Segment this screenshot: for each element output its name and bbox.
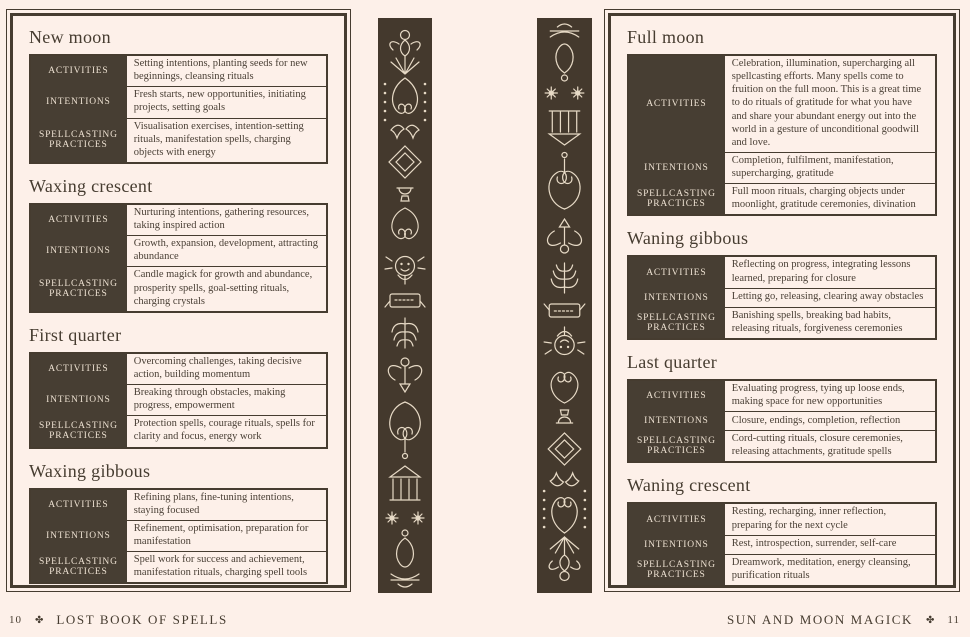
row-value: Banishing spells, breaking bad habits, releasing rituals, forgiveness ceremonies [724, 307, 936, 339]
row-label: SPELLCASTING PRACTICES [628, 431, 724, 463]
row-value: Celebration, illumination, supercharging all spellcasting efforts. Many spells come to fruition on the full moon. This is a great time to do rituals of gratitude for what you have and share your abundant energy out into the world in a gesture of unconditional goodwill and love. [724, 55, 936, 152]
row-value: Letting go, releasing, clearing away obstacles [724, 288, 936, 307]
row-label: ACTIVITIES [30, 204, 126, 236]
phase-section-first-quarter [29, 325, 328, 449]
row-value: Visualisation exercises, intention-setting rituals, manifestation spells, charging objects with energy [126, 118, 327, 163]
row-value: Cord-cutting rituals, closure ceremonies, releasing attachments, gratitude spells [724, 431, 936, 463]
book-page-right-frame [608, 13, 956, 588]
row-value: Refinement, optimisation, preparation for manifestation [126, 520, 327, 551]
table-row [30, 520, 327, 551]
book-page-right [604, 9, 960, 592]
phase-title: Last quarter [627, 351, 718, 372]
row-value: Completion, fulfilment, manifestation, supercharging, gratitude [724, 152, 936, 183]
phase-section-waning-crescent [627, 475, 937, 587]
phase-table [627, 502, 937, 587]
phase-table [627, 255, 937, 340]
table-row [30, 353, 327, 385]
row-value: Evaluating progress, tying up loose ends, making space for new opportunities [724, 380, 936, 412]
row-value: Setting intentions, planting seeds for new beginnings, cleansing rituals [126, 55, 327, 87]
row-value: Fresh starts, new opportunities, initiating projects, setting goals [126, 87, 327, 118]
row-label: SPELLCASTING PRACTICES [30, 267, 126, 312]
row-label: ACTIVITIES [628, 380, 724, 412]
row-label: ACTIVITIES [30, 55, 126, 87]
row-value: Full moon rituals, charging objects under moonlight, gratitude ceremonies, divination [724, 184, 936, 216]
phase-title: Waxing crescent [29, 175, 153, 196]
page-number: 11 [947, 614, 960, 626]
phase-title: Waning gibbous [627, 228, 749, 249]
phase-table [29, 54, 328, 164]
row-label: INTENTIONS [30, 236, 126, 267]
phase-section-full-moon [627, 27, 937, 216]
running-title: LOST BOOK OF SPELLS [56, 612, 228, 627]
row-label: SPELLCASTING PRACTICES [628, 307, 724, 339]
row-label: SPELLCASTING PRACTICES [30, 118, 126, 163]
row-label: INTENTIONS [30, 385, 126, 416]
table-row [628, 307, 936, 339]
running-title: SUN AND MOON MAGICK [726, 612, 914, 627]
row-value: Resting, recharging, inner reflection, preparing for the next cycle [724, 503, 936, 535]
table-row [628, 380, 936, 412]
table-row [628, 256, 936, 288]
table-row [30, 385, 327, 416]
row-label: ACTIVITIES [30, 353, 126, 385]
phase-section-waning-gibbous [627, 228, 937, 340]
row-label: SPELLCASTING PRACTICES [30, 552, 126, 584]
table-row [628, 184, 936, 216]
row-value: Growth, expansion, development, attracting abundance [126, 236, 327, 267]
table-row [628, 288, 936, 307]
table-row [628, 152, 936, 183]
row-value: Protection spells, courage rituals, spells for clarity and focus, energy work [126, 416, 327, 448]
phase-table [627, 54, 937, 216]
table-row [628, 412, 936, 431]
footer-left [9, 612, 228, 628]
row-label: SPELLCASTING PRACTICES [628, 554, 724, 586]
phase-title: Waxing gibbous [29, 460, 151, 481]
book-page-left-frame [10, 13, 347, 588]
table-row [30, 204, 327, 236]
floret-icon: ✤ [926, 614, 935, 626]
row-value: Overcoming challenges, taking decisive action, building momentum [126, 353, 327, 385]
row-label: ACTIVITIES [628, 55, 724, 152]
page-number: 10 [9, 614, 22, 626]
phase-table [29, 488, 328, 585]
ornament-column-left [378, 18, 432, 593]
row-value: Nurturing intentions, gathering resources, taking inspired action [126, 204, 327, 236]
phase-section-waxing-crescent [29, 176, 328, 313]
phase-table [29, 352, 328, 449]
table-row [30, 552, 327, 584]
row-label: INTENTIONS [628, 152, 724, 183]
table-row [30, 489, 327, 521]
ornament-column-right [537, 18, 592, 593]
table-row [30, 55, 327, 87]
phase-section-waxing-gibbous [29, 461, 328, 585]
phase-table [627, 379, 937, 464]
footer-right [727, 612, 960, 628]
row-value: Refining plans, fine-tuning intentions, staying focused [126, 489, 327, 521]
table-row [30, 416, 327, 448]
row-label: INTENTIONS [30, 87, 126, 118]
row-value: Reflecting on progress, integrating lessons learned, preparing for closure [724, 256, 936, 288]
row-value: Rest, introspection, surrender, self-care [724, 535, 936, 554]
book-page-left [6, 9, 351, 592]
phase-title: Full moon [627, 27, 705, 47]
phase-title: New moon [29, 27, 111, 47]
table-row [628, 554, 936, 586]
phase-title: Waning crescent [627, 475, 751, 496]
row-label: INTENTIONS [628, 288, 724, 307]
row-value: Closure, endings, completion, reflection [724, 412, 936, 431]
table-row [628, 55, 936, 152]
table-row [628, 431, 936, 463]
row-label: SPELLCASTING PRACTICES [30, 416, 126, 448]
row-label: INTENTIONS [628, 412, 724, 431]
row-value: Candle magick for growth and abundance, prosperity spells, goal-setting rituals, charging crystals [126, 267, 327, 312]
row-label: SPELLCASTING PRACTICES [628, 184, 724, 216]
table-row [30, 236, 327, 267]
table-row [628, 535, 936, 554]
row-label: ACTIVITIES [628, 256, 724, 288]
row-label: ACTIVITIES [30, 489, 126, 521]
row-value: Spell work for success and achievement, manifestation rituals, charging spell tools [126, 552, 327, 584]
table-row [628, 503, 936, 535]
table-row [30, 87, 327, 118]
table-row [30, 267, 327, 312]
phase-section-last-quarter [627, 352, 937, 464]
phase-title: First quarter [29, 324, 122, 345]
phase-section-new-moon [29, 27, 328, 164]
phase-table [29, 203, 328, 313]
row-label: INTENTIONS [30, 520, 126, 551]
row-value: Dreamwork, meditation, energy cleansing, purification rituals [724, 554, 936, 586]
row-label: ACTIVITIES [628, 503, 724, 535]
row-value: Breaking through obstacles, making progress, empowerment [126, 385, 327, 416]
table-row [30, 118, 327, 163]
row-label: INTENTIONS [628, 535, 724, 554]
floret-icon: ✤ [35, 614, 44, 626]
